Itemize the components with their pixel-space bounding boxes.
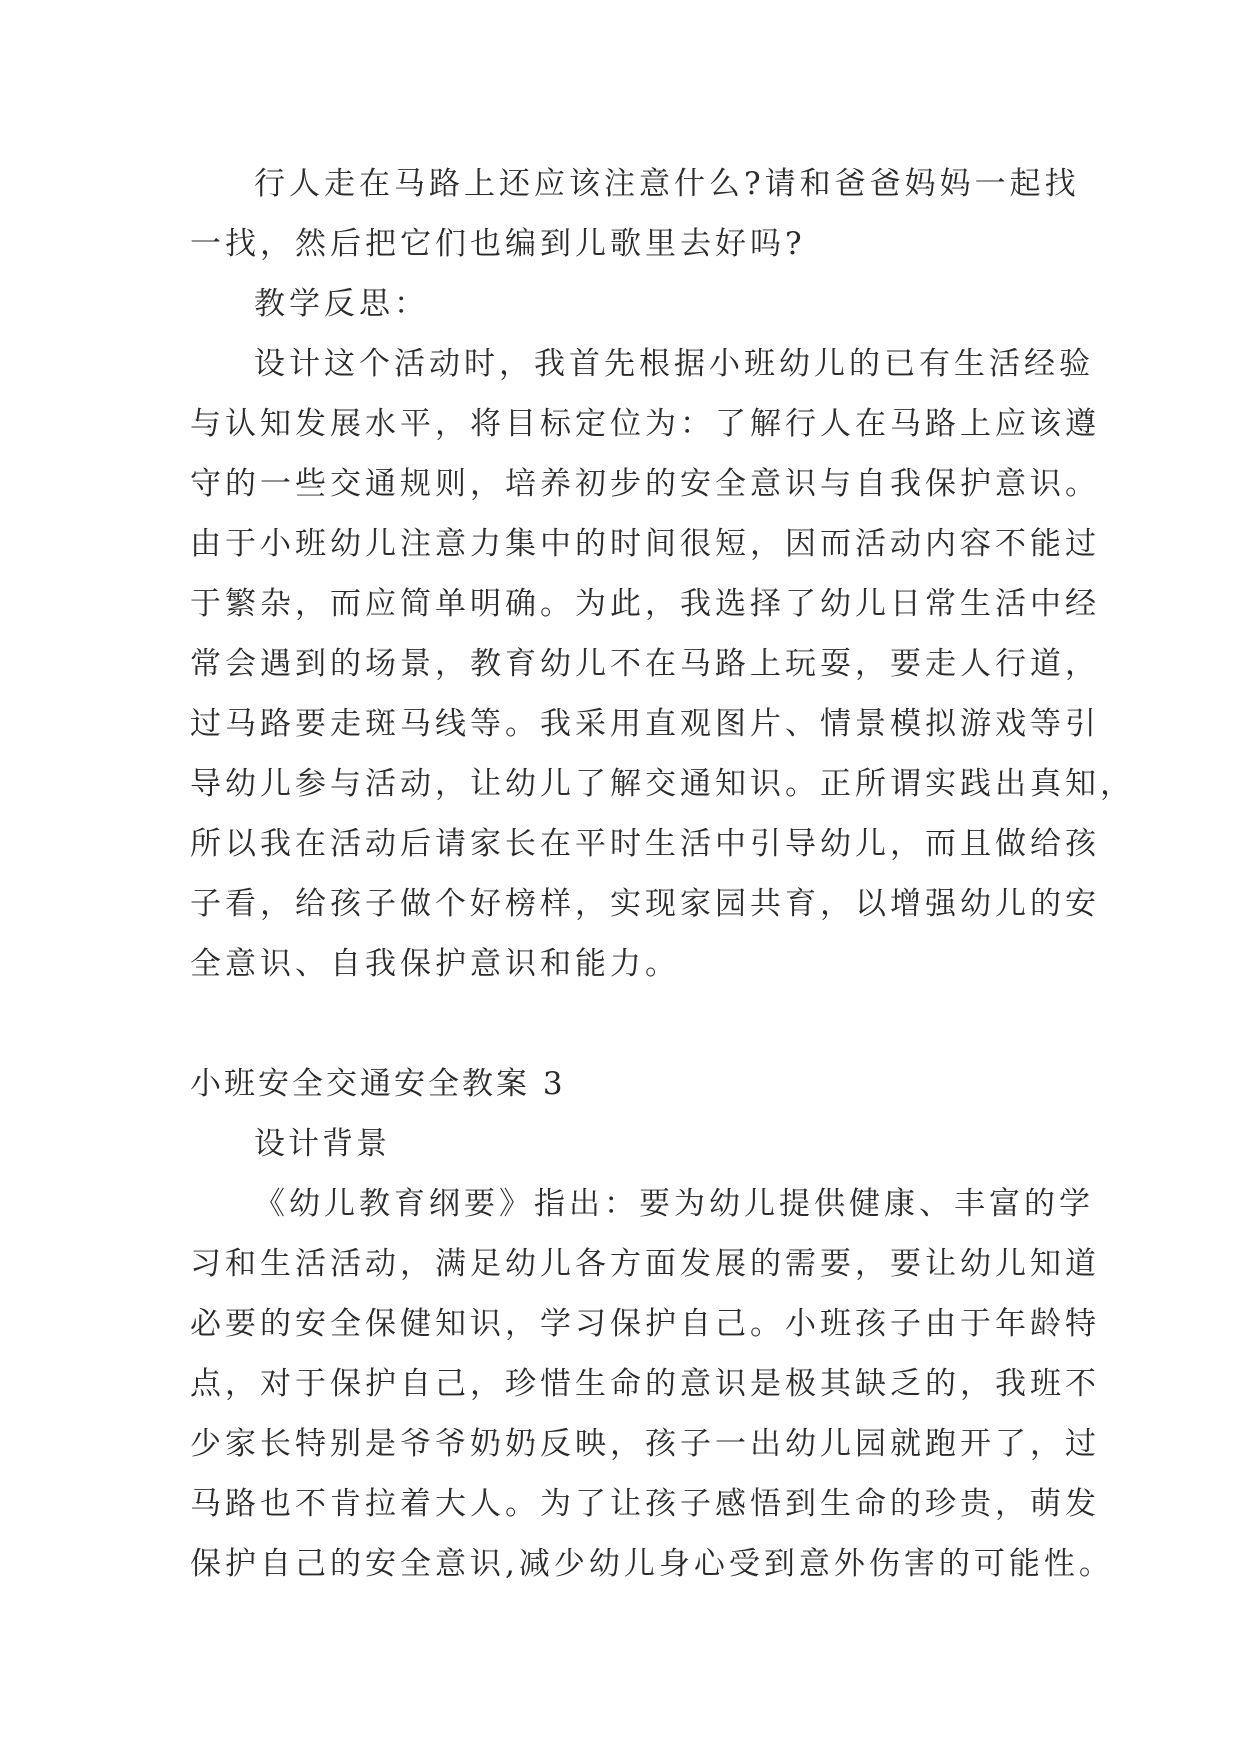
section-subtitle: 设计背景 — [254, 1126, 390, 1162]
paragraph-line: 过马路要走斑马线等。我采用直观图片、情景模拟游戏等引 — [190, 706, 1100, 742]
paragraph-line: 守的一些交通规则，培养初步的安全意识与自我保护意识。 — [190, 466, 1100, 502]
section-title: 小班安全交通安全教案 3 — [190, 1066, 566, 1102]
paragraph-line: 子看，给孩子做个好榜样，实现家园共育，以增强幼儿的安 — [190, 886, 1100, 922]
paragraph-line: 点，对于保护自己，珍惜生命的意识是极其缺乏的，我班不 — [190, 1366, 1100, 1402]
paragraph-line: 一找，然后把它们也编到儿歌里去好吗? — [190, 226, 806, 262]
paragraph-line: 少家长特别是爷爷奶奶反映，孩子一出幼儿园就跑开了，过 — [190, 1426, 1100, 1462]
paragraph-line: 设计这个活动时，我首先根据小班幼儿的已有生活经验 — [254, 346, 1094, 382]
paragraph-line: 《幼儿教育纲要》指出：要为幼儿提供健康、丰富的学 — [254, 1186, 1094, 1222]
paragraph-line: 马路也不肯拉着大人。为了让孩子感悟到生命的珍贵，萌发 — [190, 1486, 1100, 1522]
paragraph-line: 与认知发展水平，将目标定位为：了解行人在马路上应该遵 — [190, 406, 1100, 442]
paragraph-line: 所以我在活动后请家长在平时生活中引导幼儿，而且做给孩 — [190, 826, 1100, 862]
paragraph-line: 常会遇到的场景，教育幼儿不在马路上玩耍，要走人行道， — [190, 646, 1100, 682]
paragraph-line: 必要的安全保健知识，学习保护自己。小班孩子由于年龄特 — [190, 1306, 1100, 1342]
paragraph-line: 全意识、自我保护意识和能力。 — [190, 946, 680, 982]
paragraph-line: 于繁杂，而应简单明确。为此，我选择了幼儿日常生活中经 — [190, 586, 1100, 622]
paragraph-line: 导幼儿参与活动，让幼儿了解交通知识。正所谓实践出真知， — [190, 766, 1135, 802]
paragraph-line: 由于小班幼儿注意力集中的时间很短，因而活动内容不能过 — [190, 526, 1100, 562]
paragraph-line: 保护自己的安全意识,减少幼儿身心受到意外伤害的可能性。 — [190, 1546, 1114, 1582]
paragraph-line: 习和生活活动，满足幼儿各方面发展的需要，要让幼儿知道 — [190, 1246, 1100, 1282]
paragraph-line: 行人走在马路上还应该注意什么?请和爸爸妈妈一起找 — [254, 166, 1080, 202]
paragraph-line: 教学反思： — [254, 286, 429, 322]
